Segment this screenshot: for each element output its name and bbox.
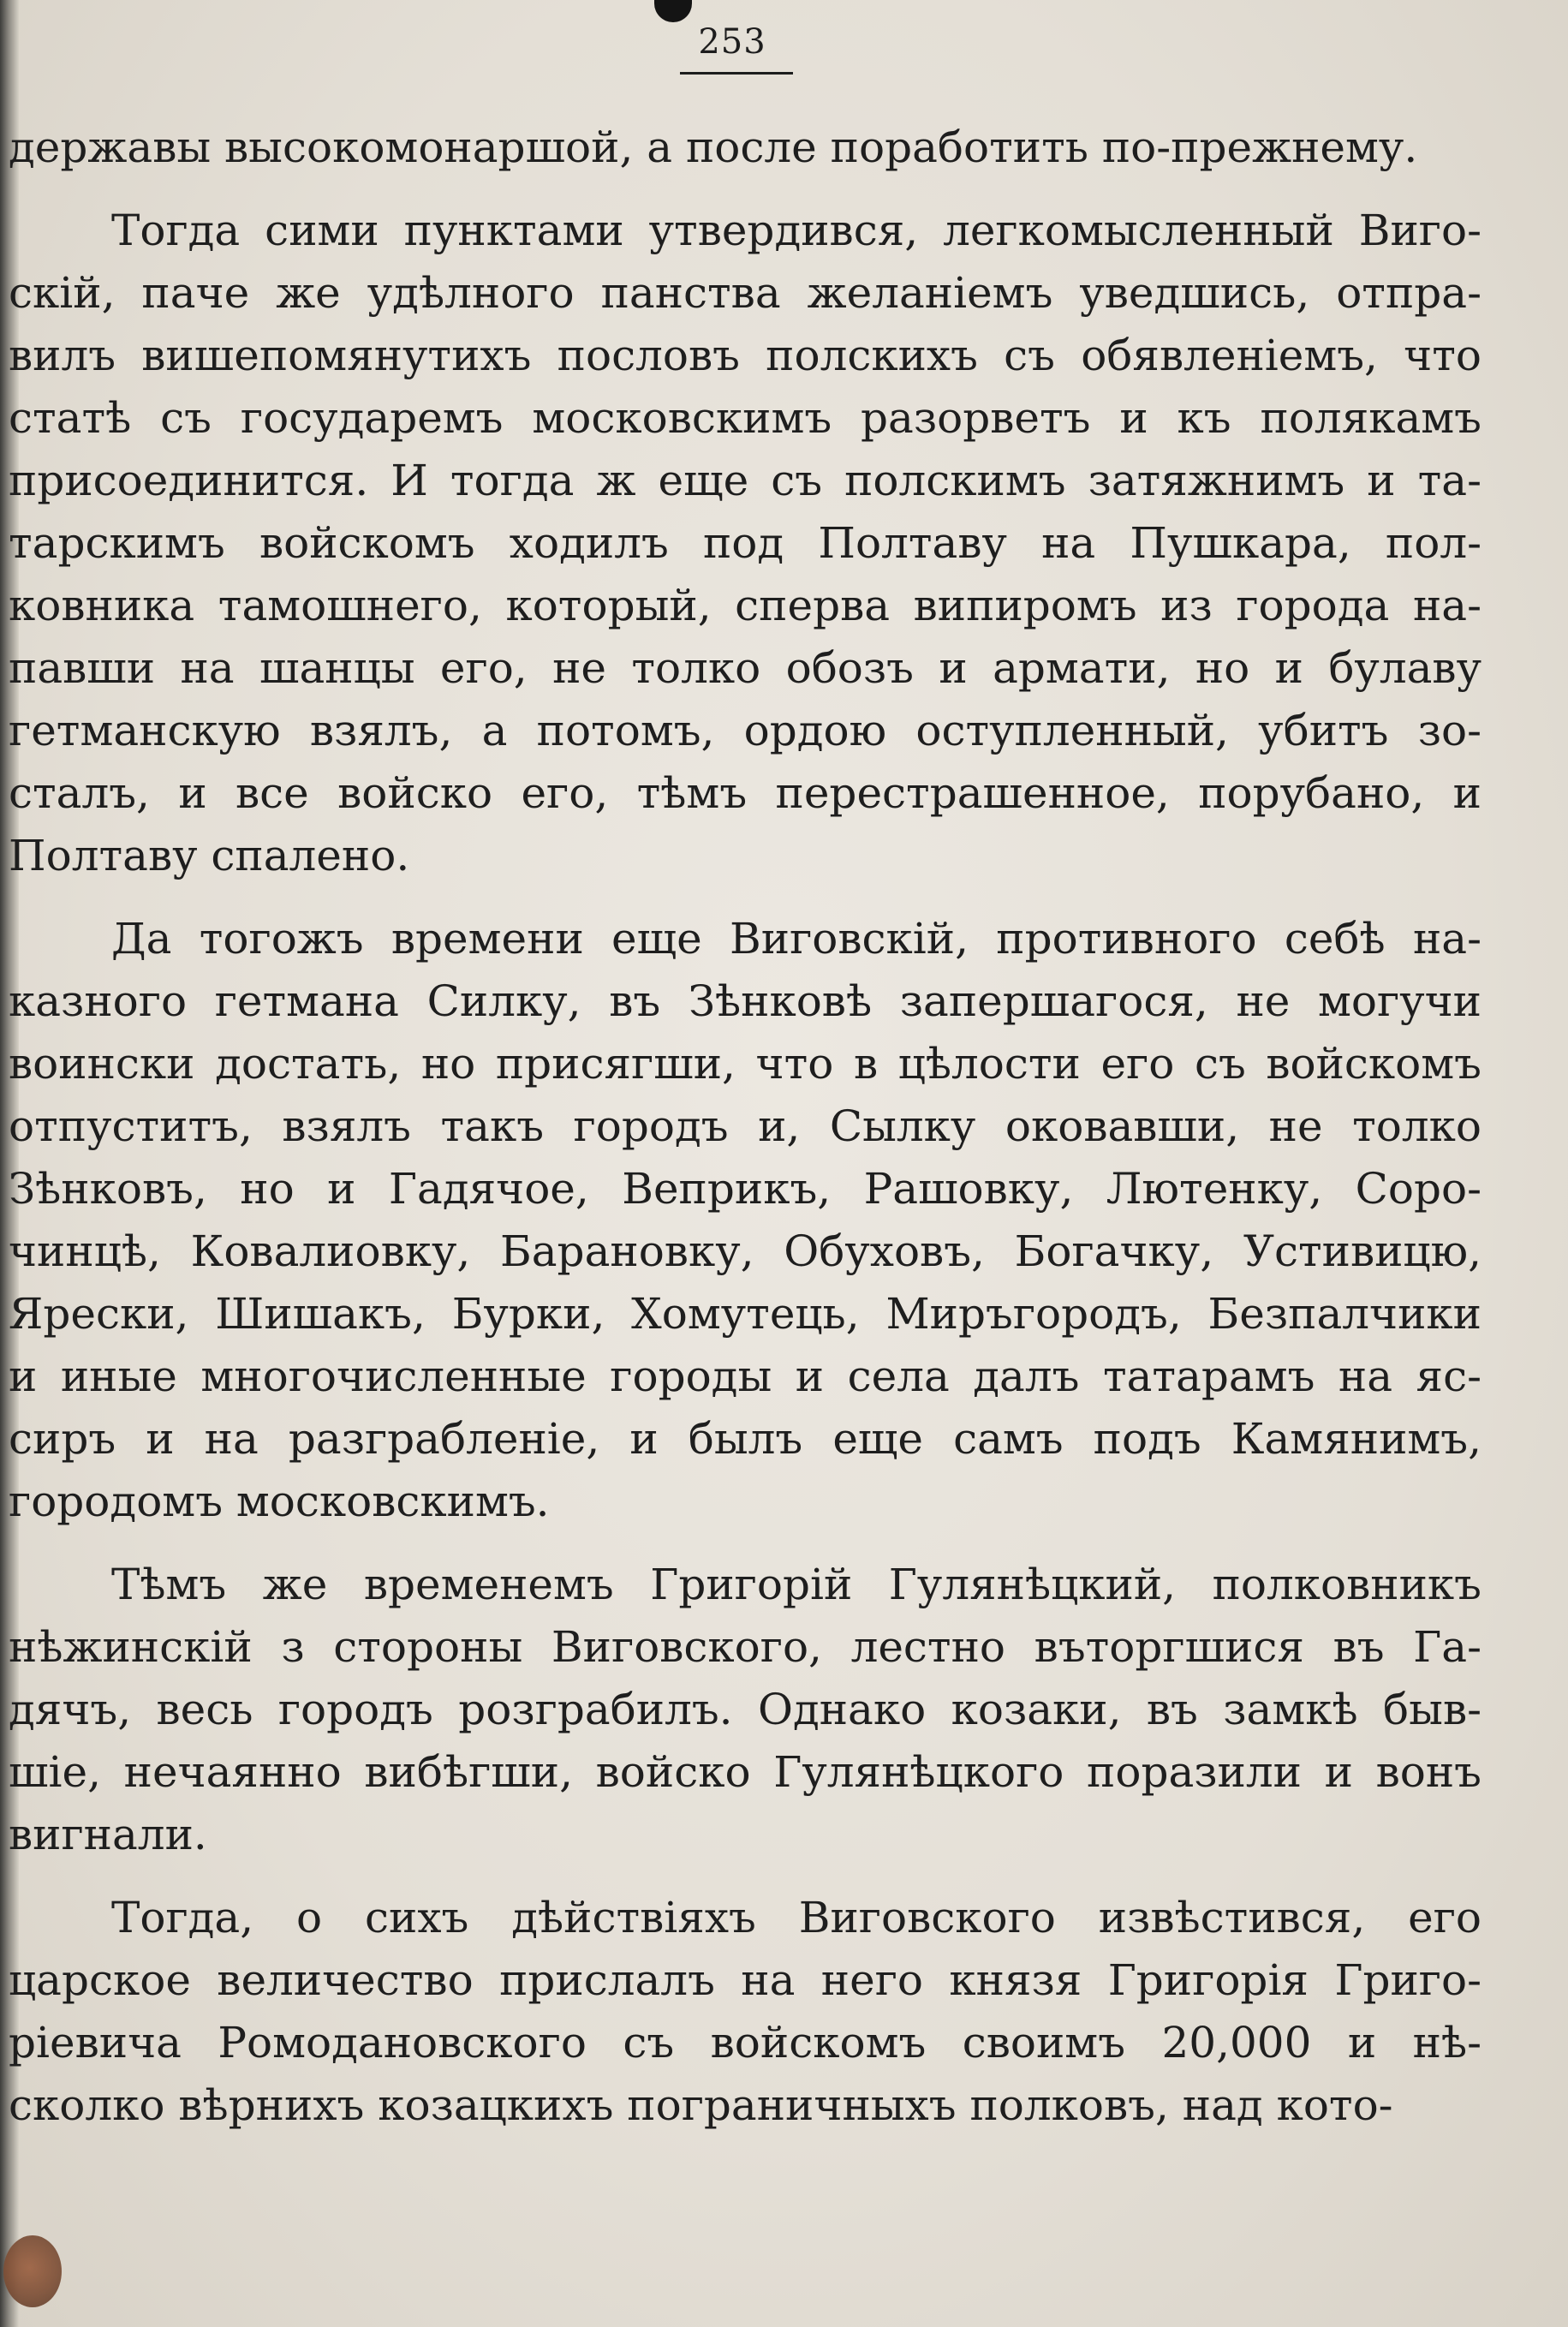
text-line: Да тогожъ времени еще Виговскій, противного себѣ на-	[111, 914, 1482, 964]
text-line: Ярески, Шишакъ, Бурки, Хомутець, Миръгородъ, Безпалчики	[9, 1289, 1482, 1339]
paper-stain	[3, 2235, 62, 2307]
text-line: сколко вѣрнихъ козацкихъ пограничныхъ полковъ, над кото-	[9, 2080, 1393, 2130]
text-line: статѣ съ государемъ московскимъ разорветъ и къ полякамъ	[9, 393, 1482, 443]
text-line: казного гетмана Силку, въ Зѣнковѣ запершагося, не могучи	[9, 976, 1482, 1026]
page-number-underline	[680, 72, 793, 75]
text-line: Зѣнковъ, но и Гадячое, Веприкъ, Рашовку, Лютенку, Соро-	[9, 1164, 1482, 1214]
text-line: Полтаву спалено.	[9, 831, 410, 880]
text-line: присоединится. И тогда ж еще съ полскимъ затяжнимъ и та-	[9, 456, 1482, 505]
binding-hole	[654, 0, 692, 22]
text-line: сиръ и на разграбленіе, и былъ еще самъ подъ Камянимъ,	[9, 1414, 1482, 1464]
paragraph	[9, 200, 1482, 887]
body-text	[9, 116, 1482, 2157]
paragraph	[9, 1554, 1482, 1866]
text-line: Тогда, о сихъ дѣйствіяхъ Виговского извѣстився, его	[111, 1893, 1482, 1942]
text-line: гетманскую взялъ, а потомъ, ордою оступленный, убитъ зо-	[9, 706, 1482, 755]
page-number: 253	[698, 22, 766, 62]
text-line: державы высокомонаршой, а после поработить по-прежнему.	[9, 122, 1418, 172]
text-line: дячъ, весь городъ розграбилъ. Однако козаки, въ замкѣ быв-	[9, 1685, 1482, 1734]
text-line: воински достать, но присягши, что в цѣлости его съ войскомъ	[9, 1039, 1482, 1089]
paragraph	[9, 1887, 1482, 2137]
text-line: сталъ, и все войско его, тѣмъ перестрашенное, порубано, и	[9, 768, 1482, 818]
text-line: отпуститъ, взялъ такъ городъ и, Сылку оковавши, не толко	[9, 1101, 1482, 1151]
text-line: скій, паче же удѣлного панства желаніемъ уведшись, отпра-	[9, 268, 1482, 318]
text-line: ріевича Ромодановского съ войскомъ своимъ 20,000 и нѣ-	[9, 2018, 1482, 2067]
text-line: городомъ московскимъ.	[9, 1477, 550, 1526]
text-line: шіе, нечаянно вибѣгши, войско Гулянѣцкого поразили и вонъ	[9, 1747, 1482, 1797]
text-line: павши на шанцы его, не толко обозъ и армати, но и булаву	[9, 643, 1482, 693]
text-line: вилъ вишепомянутихъ пословъ полскихъ съ обявленіемъ, что	[9, 331, 1482, 380]
text-line: чинцѣ, Ковалиовку, Барановку, Обуховъ, Богачку, Устивицю,	[9, 1226, 1482, 1276]
paragraph	[9, 908, 1482, 1533]
text-line: царское величество прислалъ на него князя Григорія Григо-	[9, 1955, 1482, 2005]
paragraph	[9, 116, 1482, 179]
text-line: тарскимъ войскомъ ходилъ под Полтаву на Пушкара, пол-	[9, 518, 1482, 568]
text-line: Тѣмъ же временемъ Григорій Гулянѣцкий, полковникъ	[111, 1560, 1482, 1609]
text-line: вигнали.	[9, 1810, 207, 1859]
text-line: Тогда сими пунктами утвердився, легкомысленный Виго-	[111, 206, 1482, 255]
text-line: нѣжинскій з стороны Виговского, лестно въторгшися въ Га-	[9, 1622, 1482, 1672]
text-line: ковника тамошнего, который, сперва випиромъ из города на-	[9, 581, 1482, 630]
text-line: и иные многочисленные городы и села далъ татарамъ на яс-	[9, 1351, 1482, 1401]
